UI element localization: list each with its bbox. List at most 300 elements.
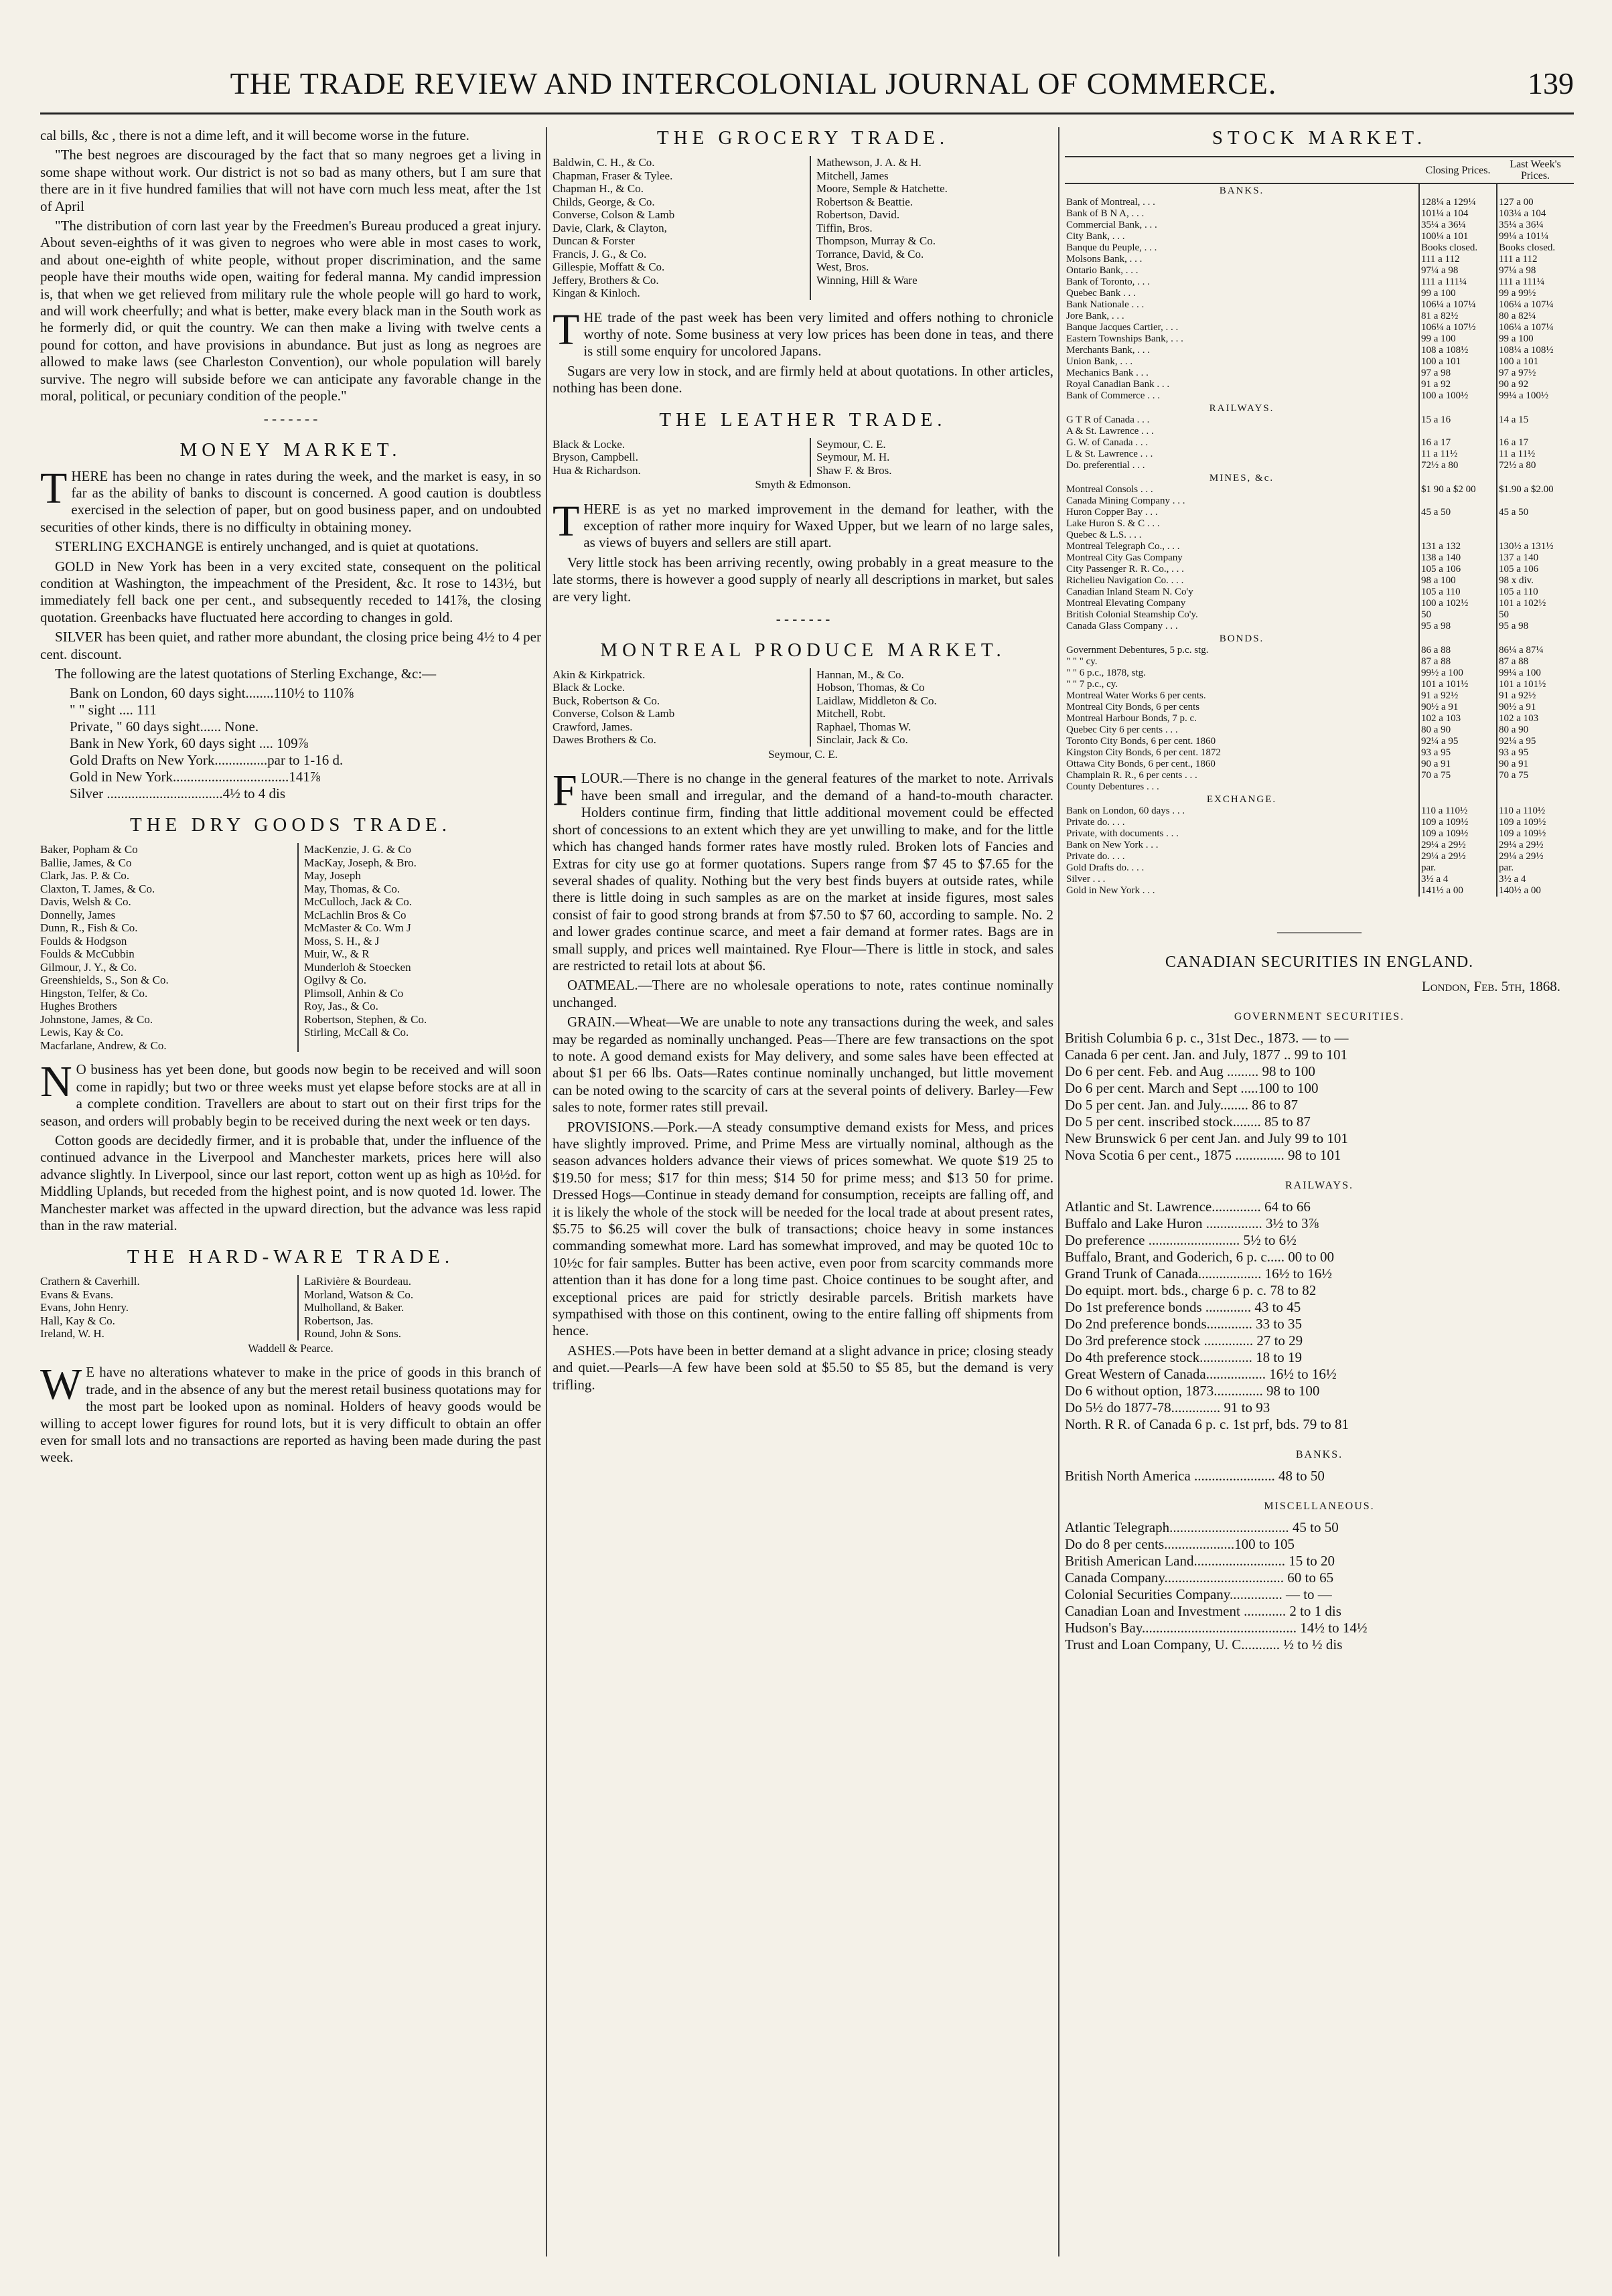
journal-title: THE TRADE REVIEW AND INTERCOLONIAL JOURNAL OF COMMERCE. <box>230 66 1277 100</box>
hardware-article <box>40 1360 541 1466</box>
paragraph: OATMEAL.—There are no wholesale operations to note, rates continue nominally unchanged. <box>553 977 1053 1010</box>
miscellaneous-list <box>1065 1519 1574 1653</box>
closing-price: 105 a 110 <box>1419 587 1497 598</box>
security-line: Atlantic Telegraph.................................. 45 to 50 <box>1065 1519 1339 1535</box>
stock-name: G T R of Canada . . . <box>1066 414 1150 425</box>
table-row <box>1065 484 1574 495</box>
security-line: Colonial Securities Company............... — to — <box>1065 1586 1332 1602</box>
last-week-price: 101 a 101½ <box>1497 679 1574 690</box>
railways-list <box>1065 1199 1574 1433</box>
closing-price: 101¼ a 104 <box>1419 208 1497 220</box>
firm-list-left <box>553 438 796 477</box>
firm-name: Round, John & Sons. <box>304 1327 401 1341</box>
drop-cap: N <box>40 1057 72 1107</box>
paragraph: Sugars are very low in stock, and are firmly held at about quotations. In other articles, nothing has been done. <box>553 362 1053 396</box>
firm-name: Clark, Jas. P. & Co. <box>40 869 130 883</box>
firm-name: Shaw F. & Bros. <box>816 463 892 477</box>
canadian-securities-heading: CANADIAN SECURITIES IN ENGLAND. <box>1165 953 1474 971</box>
table-row <box>1065 507 1574 518</box>
paragraph: PROVISIONS.—Pork.—A steady consumptive demand exists for Mess, and prices have slightly improved. Prime, and Prime Mess are virtually nominal, although as the season advances holders advance their views of prices somewhat. We quote $19 25 to $19.50 for mess; $17 for thin mess; $14 50 for prime mess; and $13 50 for prime. Dressed Hogs—Continue in steady demand for consumption, receipts are falling off, and it is likely the whole of the stock will be needed for the local trade at about present rates, $5.75 to $6.25 will cover the bulk of transactions; choice heavy in some instances commanding somewhat more. Lard has somewhat improved, and may be quoted 10c to 10½c for fair samples. Butter has been active, even poor from scarcity commands more attention than it has done for a long time past. Choice continues to be sought after, and exceptional prices are paid for strictly desirable parcels. British markets have sympathised with those on this continent, owing to the entire falling off shipments from hence. <box>553 1118 1053 1339</box>
table-row <box>1065 197 1574 208</box>
stock-name: Gold in New York . . . <box>1066 885 1155 896</box>
leather-firms <box>553 438 1053 491</box>
stock-name: Banque du Peuple, . . . <box>1066 242 1157 253</box>
closing-price: 109 a 109½ <box>1419 828 1497 840</box>
firm-name: Crathern & Caverhill. <box>40 1275 140 1288</box>
table-row <box>1065 311 1574 322</box>
closing-price: 128¼ a 129¼ <box>1419 197 1497 208</box>
security-line: Do 1st preference bonds ............. 43 to 45 <box>1065 1299 1301 1315</box>
stock-name: " " 6 p.c., 1878, stg. <box>1066 668 1146 678</box>
firm-name: Dawes Brothers & Co. <box>553 733 656 747</box>
security-line: Do preference .......................... 5½ to 6½ <box>1065 1232 1297 1248</box>
paragraph: ASHES.—Pots have been in better demand at a slight advance in price; closing steady and quiet.—Pearls—A few have been sold at $5.50 to $5 85, but the demand is very trifling. <box>553 1342 1053 1393</box>
last-week-price: 70 a 75 <box>1497 770 1574 781</box>
table-row <box>1065 345 1574 356</box>
table-cell <box>1497 183 1574 197</box>
stock-name: Private, with documents . . . <box>1066 828 1179 839</box>
table-cell <box>1419 793 1497 806</box>
paragraph: STERLING EXCHANGE is entirely unchanged, and is quiet at quotations. <box>55 538 479 555</box>
table-row <box>1065 885 1574 897</box>
firm-name: Hobson, Thomas, & Co <box>816 681 925 694</box>
dry-goods-article <box>40 1057 541 1234</box>
last-week-price: 98 x div. <box>1497 575 1574 587</box>
last-week-price: 72½ a 80 <box>1497 460 1574 471</box>
stock-name: Bank of Toronto, . . . <box>1066 277 1150 287</box>
stock-name: Bank on London, 60 days . . . <box>1066 806 1185 816</box>
last-week-price: 3½ a 4 <box>1497 874 1574 885</box>
firm-name: Muir, W., & R <box>304 947 370 961</box>
closing-price: 110 a 110½ <box>1419 806 1497 817</box>
table-row <box>1065 322 1574 333</box>
stock-name: G. W. of Canada . . . <box>1066 437 1149 448</box>
table-category-row <box>1065 183 1574 197</box>
table-row <box>1065 770 1574 781</box>
stock-name: Bank of Commerce . . . <box>1066 390 1160 401</box>
stock-name: Ontario Bank, . . . <box>1066 265 1139 276</box>
firm-name: Sinclair, Jack & Co. <box>816 733 908 747</box>
stock-name: " " " cy. <box>1066 656 1098 667</box>
closing-price: Books closed. <box>1419 242 1497 254</box>
paragraph: SILVER has been quiet, and rather more abundant, the closing price being 4½ to 4 per cent. discount. <box>40 629 541 662</box>
table-row <box>1065 299 1574 311</box>
firm-name: Robertson, David. <box>816 208 900 221</box>
stock-market-table <box>1065 156 1574 897</box>
closing-price: 3½ a 4 <box>1419 874 1497 885</box>
stock-name: Do. preferential . . . <box>1066 460 1145 471</box>
last-week-price: 80 a 90 <box>1497 724 1574 736</box>
last-week-price <box>1497 426 1574 437</box>
firm-name: Raphael, Thomas W. <box>816 720 911 733</box>
firm-name: Moore, Semple & Hatchette. <box>816 182 948 195</box>
table-row <box>1065 713 1574 724</box>
table-row <box>1065 265 1574 277</box>
firm-name: Hingston, Telfer, & Co. <box>40 986 148 1000</box>
firm-name: Tiffin, Bros. <box>816 221 873 234</box>
category-label: BONDS. <box>1219 633 1264 644</box>
railways-subhead: RAILWAYS. <box>1285 1180 1353 1191</box>
closing-price: 105 a 106 <box>1419 564 1497 575</box>
table-row <box>1065 541 1574 552</box>
page-number: 139 <box>1528 66 1574 100</box>
stock-name: Royal Canadian Bank . . . <box>1066 379 1170 390</box>
closing-price: 101 a 101½ <box>1419 679 1497 690</box>
stock-name: Montreal City Gas Company <box>1066 552 1183 563</box>
category-label: BANKS. <box>1219 185 1264 196</box>
table-row <box>1065 724 1574 736</box>
security-line: Do 4th preference stock............... 18 to 19 <box>1065 1349 1302 1365</box>
firm-name: Evans, John Henry. <box>40 1301 129 1314</box>
security-line: Grand Trunk of Canada.................. 16½ to 16½ <box>1065 1266 1332 1282</box>
last-week-price: 102 a 103 <box>1497 713 1574 724</box>
leather-article <box>553 496 1053 605</box>
security-line: Do 5 per cent. inscribed stock........ 85 to 87 <box>1065 1114 1311 1130</box>
miscellaneous-subhead: MISCELLANEOUS. <box>1264 1501 1375 1512</box>
firm-name: Mathewson, J. A. & H. <box>816 156 922 169</box>
stock-name: A & St. Lawrence . . . <box>1066 426 1154 437</box>
quote-line: Private, " 60 days sight...... None. <box>70 718 259 735</box>
table-cell <box>1419 471 1497 484</box>
closing-price: 92¼ a 95 <box>1419 736 1497 747</box>
closing-price: 97¼ a 98 <box>1419 265 1497 277</box>
closing-price: 29¼ a 29½ <box>1419 840 1497 851</box>
firm-name: Chapman, Fraser & Tylee. <box>553 169 673 182</box>
stock-name: Champlain R. R., 6 per cents . . . <box>1066 770 1197 781</box>
firm-name: Seymour, C. E. <box>816 437 886 451</box>
table-row <box>1065 426 1574 437</box>
column-1 <box>40 127 541 2270</box>
table-header-row <box>1065 157 1574 183</box>
money-market-article <box>40 463 541 803</box>
closing-price: 131 a 132 <box>1419 541 1497 552</box>
category-label: MINES, &c. <box>1209 473 1274 483</box>
quote-line: Silver .................................4½ to 4 dis <box>70 785 286 802</box>
firm-name: Lewis, Kay & Co. <box>40 1026 124 1039</box>
banks-subhead: BANKS. <box>1295 1449 1343 1460</box>
table-row <box>1065 668 1574 679</box>
last-week-price: 93 a 95 <box>1497 747 1574 759</box>
closing-price: 141½ a 00 <box>1419 885 1497 897</box>
closing-price: 93 a 95 <box>1419 747 1497 759</box>
security-line: Buffalo and Lake Huron ................ 3½ to 3⅞ <box>1065 1215 1319 1231</box>
firm-name: Buck, Robertson & Co. <box>553 694 660 707</box>
separator: - - - - - - - <box>263 410 318 427</box>
paragraph: W E have no alterations whatever to make in the price of goods in this branch of trade, and in the absence of any but the merest retail business quotations may for the most part be looked upon as nominal. Holders of heavy goods would be willing to accept lower figures for round lots, but it is very difficult to obtain an offer even for small lots and no transactions are reported as having been made during the past week. <box>40 1360 541 1466</box>
drop-cap: T <box>553 496 580 546</box>
table-row <box>1065 414 1574 426</box>
table-row <box>1065 874 1574 885</box>
firm-name: Hua & Richardson. <box>553 463 641 477</box>
last-week-price: 45 a 50 <box>1497 507 1574 518</box>
firm-name: Winning, Hill & Ware <box>816 273 918 287</box>
stock-name: Commercial Bank, . . . <box>1066 220 1157 230</box>
security-line: Canada 6 per cent. Jan. and July, 1877 .. 99 to 101 <box>1065 1047 1348 1063</box>
firm-name: Ballie, James, & Co <box>40 856 132 869</box>
firm-name: McCulloch, Jack & Co. <box>304 895 413 909</box>
table-cell <box>1497 793 1574 806</box>
stock-name: Lake Huron S. & C . . . <box>1066 518 1160 529</box>
last-week-price: 99 a 99½ <box>1497 288 1574 299</box>
firm-name: Akin & Kirkpatrick. <box>553 668 646 681</box>
stock-name: Private do. . . . <box>1066 817 1125 828</box>
closing-price: 70 a 75 <box>1419 770 1497 781</box>
table-row <box>1065 702 1574 713</box>
table-row <box>1065 645 1574 656</box>
paragraph: "The best negroes are discouraged by the fact that so many negroes get a living in some shape without work. Our district is not so bad as many others, but I am sure that there are in it five hundred families that will not have corn much less meat, after the 1st of April <box>40 147 541 214</box>
table-row <box>1065 759 1574 770</box>
separator: - - - - - - - <box>776 610 830 627</box>
closing-price: 109 a 109½ <box>1419 817 1497 828</box>
security-line: North. R R. of Canada 6 p. c. 1st prf, bds. 79 to 81 <box>1065 1416 1349 1432</box>
firm-name: Black & Locke. <box>553 681 626 694</box>
column-rule <box>546 127 547 2256</box>
quote-line: " " sight .... 111 <box>70 702 157 718</box>
firm-name: Dunn, R., Fish & Co. <box>40 921 138 935</box>
table-row <box>1065 495 1574 507</box>
table-row <box>1065 621 1574 632</box>
table-row <box>1065 609 1574 621</box>
table-row <box>1065 277 1574 288</box>
paragraph: Very little stock has been arriving recently, owing probably in a great measure to the late storms, there is however a good supply of nearly all descriptions in market, but sales are very light. <box>553 554 1053 605</box>
last-week-price: 100 a 101 <box>1497 356 1574 368</box>
security-line: Do 5½ do 1877-78.............. 91 to 93 <box>1065 1399 1270 1415</box>
closing-price: 50 <box>1419 609 1497 621</box>
firm-name: Evans & Evans. <box>40 1288 114 1301</box>
closing-price: 138 a 140 <box>1419 552 1497 564</box>
security-line: Nova Scotia 6 per cent., 1875 .............. 98 to 101 <box>1065 1147 1341 1163</box>
firm-list-left <box>40 843 284 1052</box>
closing-price: 95 a 98 <box>1419 621 1497 632</box>
table-row <box>1065 679 1574 690</box>
security-line: Do do 8 per cents....................100 to 105 <box>1065 1536 1295 1552</box>
security-line: Do 6 per cent. Feb. and Aug ......... 98 to 100 <box>1065 1063 1315 1079</box>
security-line: Do 3rd preference stock .............. 27 to 29 <box>1065 1332 1303 1349</box>
last-week-price: 106¼ a 107¼ <box>1497 299 1574 311</box>
last-week-price: 35¼ a 36¼ <box>1497 220 1574 231</box>
stock-name: Private do. . . . <box>1066 851 1125 862</box>
security-line: Do 5 per cent. Jan. and July........ 86 to 87 <box>1065 1097 1298 1113</box>
firm-name: Hannan, M., & Co. <box>816 668 904 681</box>
table-row <box>1065 356 1574 368</box>
table-row <box>1065 449 1574 460</box>
separator: —————— <box>1277 923 1362 939</box>
closing-price: $1 90 a $2 00 <box>1419 484 1497 495</box>
firm-name: Francis, J. G., & Co. <box>553 247 647 260</box>
stock-name: Montreal Harbour Bonds, 7 p. c. <box>1066 713 1197 724</box>
stock-name: Montreal City Bonds, 6 per cents <box>1066 702 1200 712</box>
last-week-price <box>1497 518 1574 530</box>
table-cell <box>1419 402 1497 414</box>
last-week-price: 16 a 17 <box>1497 437 1574 449</box>
stock-name: Government Debentures, 5 p.c. stg. <box>1066 645 1209 656</box>
firm-name: Munderloh & Stoecken <box>304 960 411 974</box>
stock-name: Bank of Montreal, . . . <box>1066 197 1155 208</box>
last-week-price: 110 a 110½ <box>1497 806 1574 817</box>
hardware-firms <box>40 1275 541 1355</box>
grocery-article <box>553 305 1053 397</box>
closing-price: 91 a 92 <box>1419 379 1497 390</box>
stock-name: City Bank, . . . <box>1066 231 1125 242</box>
stock-name: City Passenger R. R. Co., . . . <box>1066 564 1184 575</box>
firm-list-right <box>810 438 1053 477</box>
closing-price: 87 a 88 <box>1419 656 1497 668</box>
closing-price: 111 a 112 <box>1419 254 1497 265</box>
last-week-price: 95 a 98 <box>1497 621 1574 632</box>
firm-name: Converse, Colson & Lamb <box>553 208 675 221</box>
security-line: Hudson's Bay............................................ 14½ to 14½ <box>1065 1620 1368 1636</box>
firm-name: Childs, George, & Co. <box>553 195 655 208</box>
table-row <box>1065 598 1574 609</box>
quote-line: Gold Drafts on New York...............par to 1-16 d. <box>70 752 344 769</box>
stock-name: Canada Mining Company . . . <box>1066 495 1185 506</box>
firm-name: Plimsoll, Anhin & Co <box>304 986 404 1000</box>
firm-name: Hughes Brothers <box>40 1000 117 1013</box>
exchange-quotes <box>40 685 541 802</box>
hardware-heading: THE HARD-WARE TRADE. <box>127 1246 455 1268</box>
last-week-price: 111 a 111¼ <box>1497 277 1574 288</box>
firm-name: Davis, Welsh & Co. <box>40 895 131 909</box>
table-row <box>1065 587 1574 598</box>
last-week-price: 92¼ a 95 <box>1497 736 1574 747</box>
closing-price <box>1419 518 1497 530</box>
table-row <box>1065 242 1574 254</box>
table-row <box>1065 208 1574 220</box>
security-line: Atlantic and St. Lawrence.............. 64 to 66 <box>1065 1199 1311 1215</box>
table-category-row <box>1065 632 1574 645</box>
closing-price <box>1419 530 1497 541</box>
firm-name: Claxton, T. James, & Co. <box>40 882 155 895</box>
firm-name: LaRivière & Bourdeau. <box>304 1275 412 1288</box>
closing-price: 98 a 100 <box>1419 575 1497 587</box>
firm-list-right <box>297 1275 541 1341</box>
closing-price: 15 a 16 <box>1419 414 1497 426</box>
firm-last: Waddell & Pearce. <box>248 1341 334 1355</box>
closing-price: 108 a 108½ <box>1419 345 1497 356</box>
stock-name: Bank of B N A, . . . <box>1066 208 1145 219</box>
firm-name: Davie, Clark, & Clayton, <box>553 221 667 234</box>
produce-article <box>553 766 1053 1393</box>
last-week-price: 109 a 109½ <box>1497 828 1574 840</box>
grocery-firms <box>553 156 1053 300</box>
stock-name: Montreal Telegraph Co., . . . <box>1066 541 1180 552</box>
security-line: Do 6 without option, 1873.............. 98 to 100 <box>1065 1383 1320 1399</box>
last-week-price: 106¼ a 107¼ <box>1497 322 1574 333</box>
security-line: Great Western of Canada................. 16½ to 16½ <box>1065 1366 1337 1382</box>
table-row <box>1065 288 1574 299</box>
last-week-price: 105 a 110 <box>1497 587 1574 598</box>
security-line: Canada Company.................................. 60 to 65 <box>1065 1570 1334 1586</box>
table-row <box>1065 564 1574 575</box>
firm-name: Roy, Jas., & Co. <box>304 1000 378 1013</box>
last-week-price <box>1497 495 1574 507</box>
table-row <box>1065 575 1574 587</box>
firm-name: Gillespie, Moffatt & Co. <box>553 260 665 273</box>
last-week-price: 29¼ a 29½ <box>1497 840 1574 851</box>
paragraph: N O business has yet been done, but goods now begin to be received and will soon come in rapidly; but two or three weeks must yet elapse before stocks are at all in a complete condition. Travellers are about to start out on their first trips for the season, and orders will probably begin to be received during the next week or ten days. <box>40 1057 541 1129</box>
firm-list-right <box>810 668 1053 747</box>
firm-name: MacKay, Joseph, & Bro. <box>304 856 417 869</box>
stock-name: " " 7 p.c., cy. <box>1066 679 1118 690</box>
firm-name: Mulholland, & Baker. <box>304 1301 405 1314</box>
leather-heading: THE LEATHER TRADE. <box>659 408 947 431</box>
paragraph: GOLD in New York has been in a very excited state, consequent on the political condition at Washington, the impeachment of the President, &c. It rose to 143½, but immediately fell back one per cent., and subsequently receded to 141⅞, the closing quotation. Greenbacks have fluctuated here according to changes in gold. <box>40 558 541 625</box>
table-row <box>1065 840 1574 851</box>
stock-name: Ottawa City Bonds, 6 per cent., 1860 <box>1066 759 1216 769</box>
firm-name: Morland, Watson & Co. <box>304 1288 414 1301</box>
security-line: Do 2nd preference bonds............. 33 to 35 <box>1065 1316 1303 1332</box>
category-label: RAILWAYS. <box>1209 403 1274 414</box>
firm-list-right <box>297 843 541 1052</box>
table-row <box>1065 736 1574 747</box>
last-week-price: 103¼ a 104 <box>1497 208 1574 220</box>
closing-price: 99 a 100 <box>1419 333 1497 345</box>
dateline: London, Feb. 5th, 1868. <box>1421 978 1560 994</box>
paragraph: THERE has been no change in rates during the week, and the market is easy, in so far as the ability of banks to discount is concerned. A good caution is doubtless exercised in the selection of paper, but on good business paper, and on undoubted securities of other kinds, there is no difficulty in obtaining money. <box>40 463 541 535</box>
firm-name: Robertson, Jas. <box>304 1314 374 1327</box>
firm-name: Mitchell, Robt. <box>816 707 886 720</box>
firm-name: Laidlaw, Middleton & Co. <box>816 694 937 707</box>
security-line: Do equipt. mort. bds., charge 6 p. c. 78 to 82 <box>1065 1282 1317 1298</box>
firm-name: McLachlin Bros & Co <box>304 908 407 921</box>
quote-line: Bank in New York, 60 days sight .... 109⅞ <box>70 735 309 752</box>
closing-price: 100 a 101 <box>1419 356 1497 368</box>
stock-name: Bank Nationale . . . <box>1066 299 1145 310</box>
last-week-price: 111 a 112 <box>1497 254 1574 265</box>
stock-name: Canada Glass Company . . . <box>1066 621 1178 631</box>
firm-name: Torrance, David, & Co. <box>816 247 924 260</box>
table-row <box>1065 806 1574 817</box>
last-week-price: 108¼ a 108½ <box>1497 345 1574 356</box>
drop-cap: T <box>40 463 68 513</box>
closing-price: 100 a 102½ <box>1419 598 1497 609</box>
closing-price: 72½ a 80 <box>1419 460 1497 471</box>
closing-price: 45 a 50 <box>1419 507 1497 518</box>
firm-last: Smyth & Edmonson. <box>755 478 851 491</box>
last-week-price: $1.90 a $2.00 <box>1497 484 1574 495</box>
stock-name: Quebec Bank . . . <box>1066 288 1136 299</box>
stock-name: Mechanics Bank . . . <box>1066 368 1149 378</box>
stock-name: Canadian Inland Steam N. Co'y <box>1066 587 1193 597</box>
stock-name: Huron Copper Bay . . . <box>1066 507 1158 518</box>
table-row <box>1065 851 1574 862</box>
last-week-price: 90½ a 91 <box>1497 702 1574 713</box>
firm-name: Baldwin, C. H., & Co. <box>553 156 655 169</box>
table-row <box>1065 656 1574 668</box>
closing-price: 80 a 90 <box>1419 724 1497 736</box>
dry-goods-firms <box>40 843 541 1052</box>
closing-price: par. <box>1419 862 1497 874</box>
column-3 <box>1065 127 1574 2270</box>
firm-name: Bryson, Campbell. <box>553 451 638 464</box>
last-week-price: 109 a 109½ <box>1497 817 1574 828</box>
closing-price: 16 a 17 <box>1419 437 1497 449</box>
masthead <box>40 66 1574 114</box>
table-category-row <box>1065 402 1574 414</box>
table-row <box>1065 530 1574 541</box>
drop-cap: W <box>40 1360 82 1409</box>
table-row <box>1065 254 1574 265</box>
last-week-price: 91 a 92½ <box>1497 690 1574 702</box>
header-name <box>1065 157 1419 183</box>
last-week-price: 50 <box>1497 609 1574 621</box>
closing-price: 29¼ a 29½ <box>1419 851 1497 862</box>
stock-name: Quebec & L.S. . . . <box>1066 530 1142 540</box>
firm-name: Jeffery, Brothers & Co. <box>553 273 659 287</box>
firm-name: Foulds & Hodgson <box>40 934 127 947</box>
table-row <box>1065 817 1574 828</box>
stock-name: Silver . . . <box>1066 874 1106 885</box>
